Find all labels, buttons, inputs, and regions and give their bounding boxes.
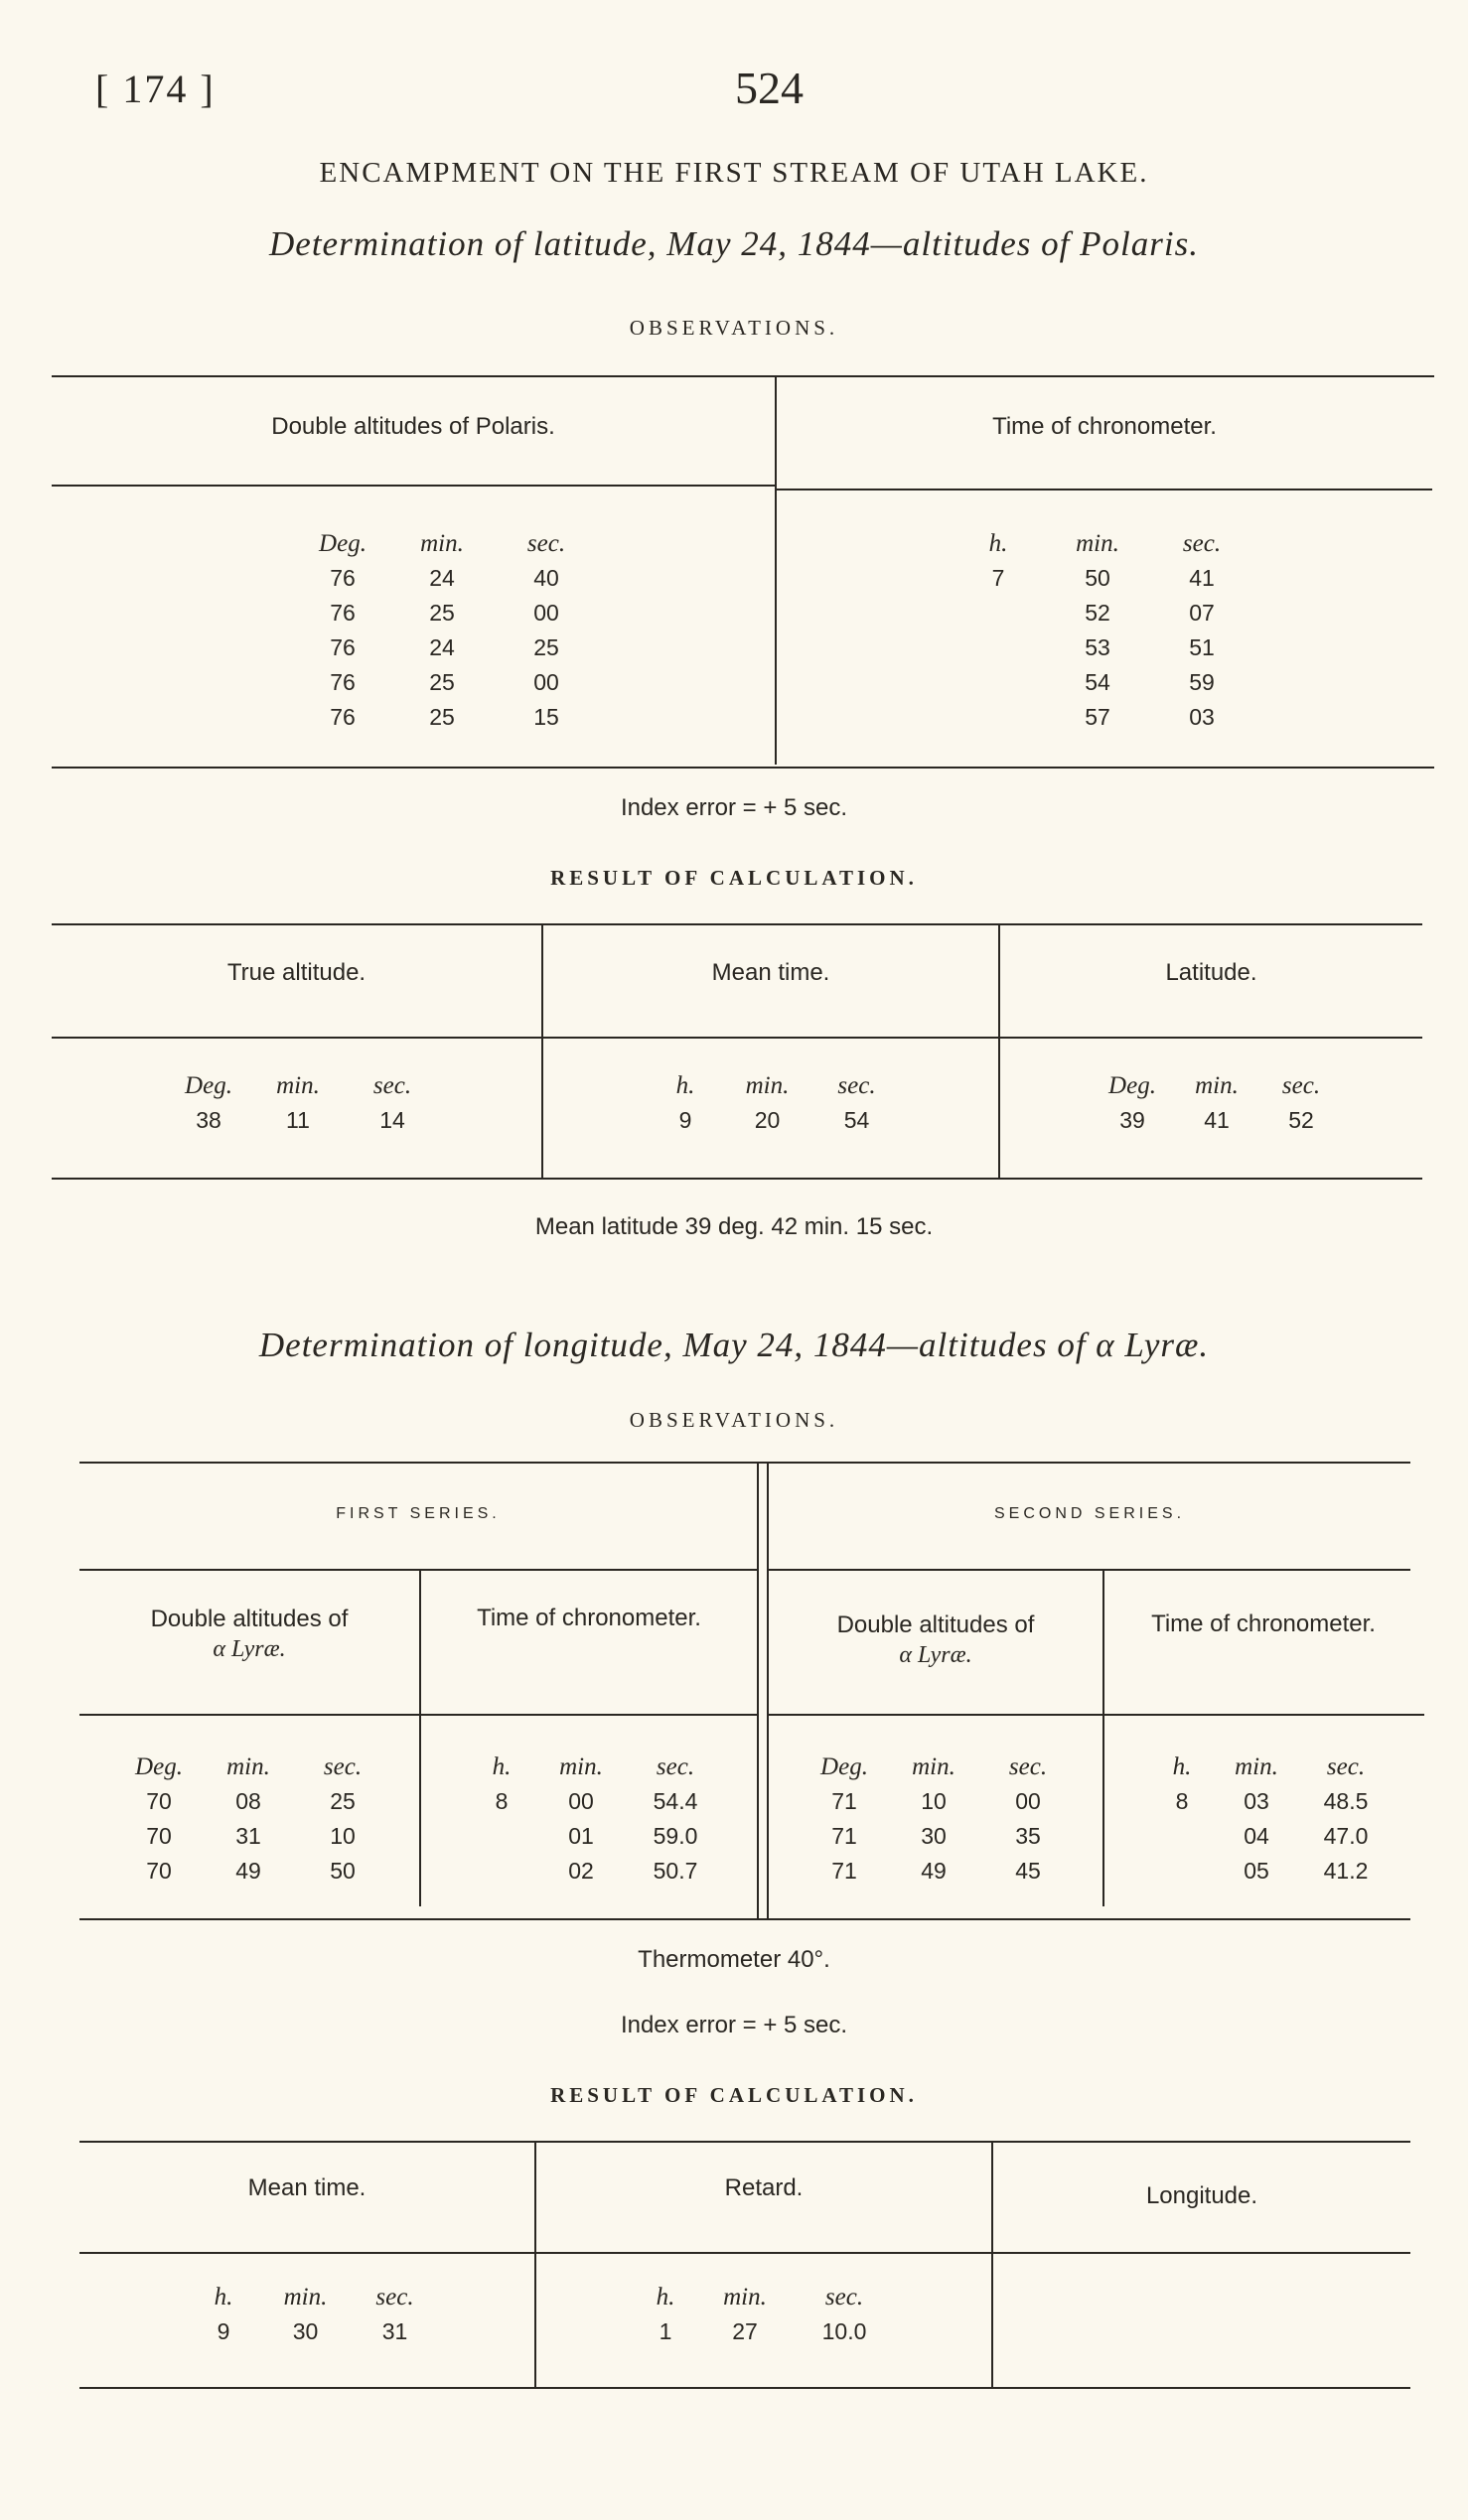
cell-deg: 76	[330, 634, 356, 660]
cell-deg: 39	[1119, 1107, 1145, 1133]
longitude-mean-time-values	[189, 2280, 437, 2349]
mean-time-values	[651, 1068, 899, 1138]
cell-sec: 47.0	[1323, 1823, 1369, 1849]
table-row	[954, 700, 1251, 735]
cell-min: 00	[568, 1788, 594, 1814]
unit-min: min.	[1076, 529, 1119, 557]
table-row	[636, 2314, 894, 2349]
cell-h	[1152, 1854, 1212, 1889]
table-row	[954, 665, 1251, 700]
cell-deg: 71	[831, 1858, 857, 1884]
cell-min: 04	[1244, 1823, 1269, 1849]
unit-sec: sec.	[1008, 1752, 1048, 1780]
cell-min: 53	[1085, 634, 1110, 660]
unit-sec: sec.	[1326, 1752, 1366, 1780]
unit-h: h.	[214, 2283, 233, 2310]
latitude-values	[1093, 1068, 1341, 1138]
unit-sec: sec.	[1281, 1071, 1321, 1099]
longitude-heading: Determination of longitude, May 24, 1844—altitudes of α Lyræ.	[258, 1326, 1210, 1364]
true-altitude-values	[169, 1068, 437, 1138]
second-col-chronometer: Time of chronometer.	[1151, 1610, 1376, 1637]
polaris-chronometer-data	[954, 526, 1251, 735]
cell-min: 01	[568, 1823, 594, 1849]
latitude-result-label: RESULT OF CALCULATION.	[550, 866, 918, 890]
cell-h: 8	[1175, 1788, 1189, 1814]
cell-min: 57	[1085, 704, 1110, 730]
cell-sec: 10	[330, 1823, 356, 1849]
table-row	[954, 596, 1251, 630]
polaris-altitudes-data	[298, 526, 596, 735]
cell-deg: 76	[330, 704, 356, 730]
unit-deg: Deg.	[135, 1752, 183, 1780]
unit-min: min.	[1235, 1752, 1278, 1780]
cell-sec: 31	[381, 2318, 408, 2344]
table-row	[169, 1103, 437, 1138]
cell-sec: 50	[330, 1858, 356, 1884]
col-mean-time: Mean time.	[247, 2174, 367, 2201]
cell-sec: 35	[1015, 1823, 1041, 1849]
table-row	[298, 700, 596, 735]
table-row	[467, 1819, 725, 1854]
cell-sec: 25	[533, 634, 559, 660]
unit-deg: Deg.	[1108, 1071, 1156, 1099]
col-latitude: Latitude.	[1165, 959, 1257, 986]
cell-deg: 70	[146, 1823, 172, 1849]
cell-min: 27	[732, 2318, 758, 2344]
latitude-observations-label: OBSERVATIONS.	[629, 316, 839, 340]
cell-h	[467, 1854, 536, 1889]
longitude-index-error: Index error = + 5 sec.	[620, 2012, 848, 2038]
cell-min: 52	[1085, 600, 1110, 626]
cell-h	[467, 1819, 536, 1854]
cell-h	[954, 596, 1043, 630]
cell-min: 08	[235, 1788, 261, 1814]
cell-min: 20	[754, 1107, 781, 1133]
second-series-chronometer	[1152, 1750, 1391, 1889]
first-series-chronometer	[467, 1750, 725, 1889]
cell-h: 9	[678, 1107, 692, 1133]
cell-h: 9	[217, 2318, 230, 2344]
cell-min: 30	[292, 2318, 319, 2344]
cell-sec: 03	[1189, 704, 1215, 730]
second-col-altitudes	[769, 1610, 1102, 1670]
cell-deg: 38	[196, 1107, 221, 1133]
col-longitude: Longitude.	[1145, 2182, 1258, 2209]
cell-deg: 70	[146, 1858, 172, 1884]
table-row	[298, 596, 596, 630]
cell-deg: 76	[330, 565, 356, 591]
unit-sec: sec.	[824, 2283, 864, 2310]
table-row	[119, 1784, 387, 1819]
cell-sec: 25	[330, 1788, 356, 1814]
page-title: ENCAMPMENT ON THE FIRST STREAM OF UTAH LAKE.	[319, 157, 1149, 189]
cell-deg: 71	[831, 1788, 857, 1814]
longitude-result-label: RESULT OF CALCULATION.	[550, 2083, 918, 2107]
cell-min: 03	[1244, 1788, 1269, 1814]
table-row	[805, 1819, 1073, 1854]
longitude-observations-label: OBSERVATIONS.	[629, 1408, 839, 1432]
col-double-altitudes: Double altitudes of Polaris.	[271, 413, 555, 440]
table-row	[1152, 1854, 1391, 1889]
first-col-chronometer: Time of chronometer.	[477, 1605, 701, 1631]
unit-sec: sec.	[837, 1071, 876, 1099]
cell-min: 10	[921, 1788, 947, 1814]
cell-min: 25	[429, 669, 455, 695]
retard-values	[636, 2280, 894, 2349]
col-altitudes-line2: α Lyræ.	[213, 1636, 286, 1662]
unit-min: min.	[745, 1071, 790, 1099]
cell-sec: 14	[379, 1107, 405, 1133]
unit-sec: sec.	[372, 1071, 412, 1099]
unit-min: min.	[912, 1752, 955, 1780]
cell-min: 05	[1244, 1858, 1269, 1884]
cell-deg: 76	[330, 600, 356, 626]
unit-min: min.	[283, 2283, 328, 2310]
cell-sec: 41	[1189, 565, 1215, 591]
cell-sec: 59	[1189, 669, 1215, 695]
cell-min: 24	[429, 634, 455, 660]
cell-min: 25	[429, 600, 455, 626]
cell-sec: 00	[533, 669, 559, 695]
unit-h: h.	[675, 1071, 695, 1099]
cell-min: 25	[429, 704, 455, 730]
table-row	[954, 561, 1251, 596]
cell-sec: 00	[533, 600, 559, 626]
unit-sec: sec.	[526, 529, 566, 557]
cell-h: 1	[659, 2318, 672, 2344]
cell-min: 41	[1204, 1107, 1230, 1133]
first-col-altitudes	[79, 1605, 419, 1664]
cell-sec: 50.7	[653, 1858, 698, 1884]
unit-sec: sec.	[375, 2283, 414, 2310]
unit-min: min.	[1195, 1071, 1239, 1099]
unit-sec: sec.	[1182, 529, 1222, 557]
table-row	[651, 1103, 899, 1138]
cell-sec: 51	[1189, 634, 1215, 660]
table-row	[298, 665, 596, 700]
cell-min: 49	[235, 1858, 261, 1884]
unit-min: min.	[276, 1071, 320, 1099]
table-row	[119, 1854, 387, 1889]
table-row	[1152, 1819, 1391, 1854]
second-series-heading: SECOND SERIES.	[993, 1505, 1186, 1522]
cell-sec: 59.0	[653, 1823, 698, 1849]
cell-sec: 54	[843, 1107, 870, 1133]
unit-deg: Deg.	[820, 1752, 868, 1780]
page-number: 524	[735, 63, 804, 113]
first-series-altitudes	[119, 1750, 387, 1889]
cell-min: 50	[1085, 565, 1110, 591]
unit-h: h.	[1172, 1752, 1192, 1780]
table-row	[467, 1784, 725, 1819]
cell-deg: 76	[330, 669, 356, 695]
cell-h: 8	[495, 1788, 509, 1814]
latitude-index-error: Index error = + 5 sec.	[620, 794, 848, 821]
cell-h	[954, 665, 1043, 700]
unit-sec: sec.	[323, 1752, 363, 1780]
cell-min: 49	[921, 1858, 947, 1884]
unit-sec: sec.	[656, 1752, 695, 1780]
cell-sec: 45	[1015, 1858, 1041, 1884]
table-row	[298, 630, 596, 665]
mean-latitude: Mean latitude 39 deg. 42 min. 15 sec.	[534, 1213, 934, 1240]
table-row	[954, 630, 1251, 665]
table-row	[298, 561, 596, 596]
cell-h: 7	[991, 565, 1005, 591]
col-mean-time: Mean time.	[711, 959, 830, 986]
first-series-heading: FIRST SERIES.	[336, 1505, 501, 1522]
col-time-chronometer: Time of chronometer.	[992, 413, 1217, 440]
table-row	[467, 1854, 725, 1889]
unit-h: h.	[988, 529, 1008, 557]
thermometer-reading: Thermometer 40°.	[638, 1946, 830, 1973]
cell-min: 02	[568, 1858, 594, 1884]
table-row	[805, 1854, 1073, 1889]
col-retard: Retard.	[724, 2174, 804, 2201]
unit-min: min.	[226, 1752, 270, 1780]
col-altitudes-line2: α Lyræ.	[899, 1642, 972, 1668]
cell-min: 24	[429, 565, 455, 591]
table-row	[1152, 1784, 1391, 1819]
unit-min: min.	[559, 1752, 603, 1780]
table-row	[119, 1819, 387, 1854]
unit-min: min.	[420, 529, 464, 557]
cell-sec: 40	[533, 565, 559, 591]
table-row	[805, 1784, 1073, 1819]
cell-sec: 48.5	[1323, 1788, 1369, 1814]
cell-deg: 70	[146, 1788, 172, 1814]
col-altitudes-line1: Double altitudes of	[836, 1611, 1035, 1638]
cell-deg: 71	[831, 1823, 857, 1849]
bracket-page-number: [ 174 ]	[95, 67, 216, 111]
unit-min: min.	[723, 2283, 767, 2310]
col-true-altitude: True altitude.	[226, 959, 367, 986]
cell-min: 30	[921, 1823, 947, 1849]
cell-sec: 10.0	[821, 2318, 867, 2344]
unit-deg: Deg.	[185, 1071, 232, 1099]
cell-sec: 00	[1015, 1788, 1041, 1814]
cell-h	[1152, 1819, 1212, 1854]
cell-h	[954, 700, 1043, 735]
second-series-altitudes	[805, 1750, 1073, 1889]
cell-sec: 15	[533, 704, 559, 730]
col-altitudes-line1: Double altitudes of	[150, 1606, 349, 1632]
cell-sec: 07	[1189, 600, 1215, 626]
table-row	[1093, 1103, 1341, 1138]
cell-sec: 41.2	[1323, 1858, 1369, 1884]
table-row	[189, 2314, 437, 2349]
cell-sec: 52	[1288, 1107, 1314, 1133]
cell-min: 31	[235, 1823, 261, 1849]
cell-min: 11	[286, 1107, 310, 1133]
cell-min: 54	[1085, 669, 1110, 695]
latitude-heading: Determination of latitude, May 24, 1844—altitudes of Polaris.	[269, 224, 1199, 263]
cell-sec: 54.4	[653, 1788, 698, 1814]
unit-deg: Deg.	[319, 529, 367, 557]
cell-h	[954, 630, 1043, 665]
unit-h: h.	[656, 2283, 675, 2310]
unit-h: h.	[492, 1752, 512, 1780]
